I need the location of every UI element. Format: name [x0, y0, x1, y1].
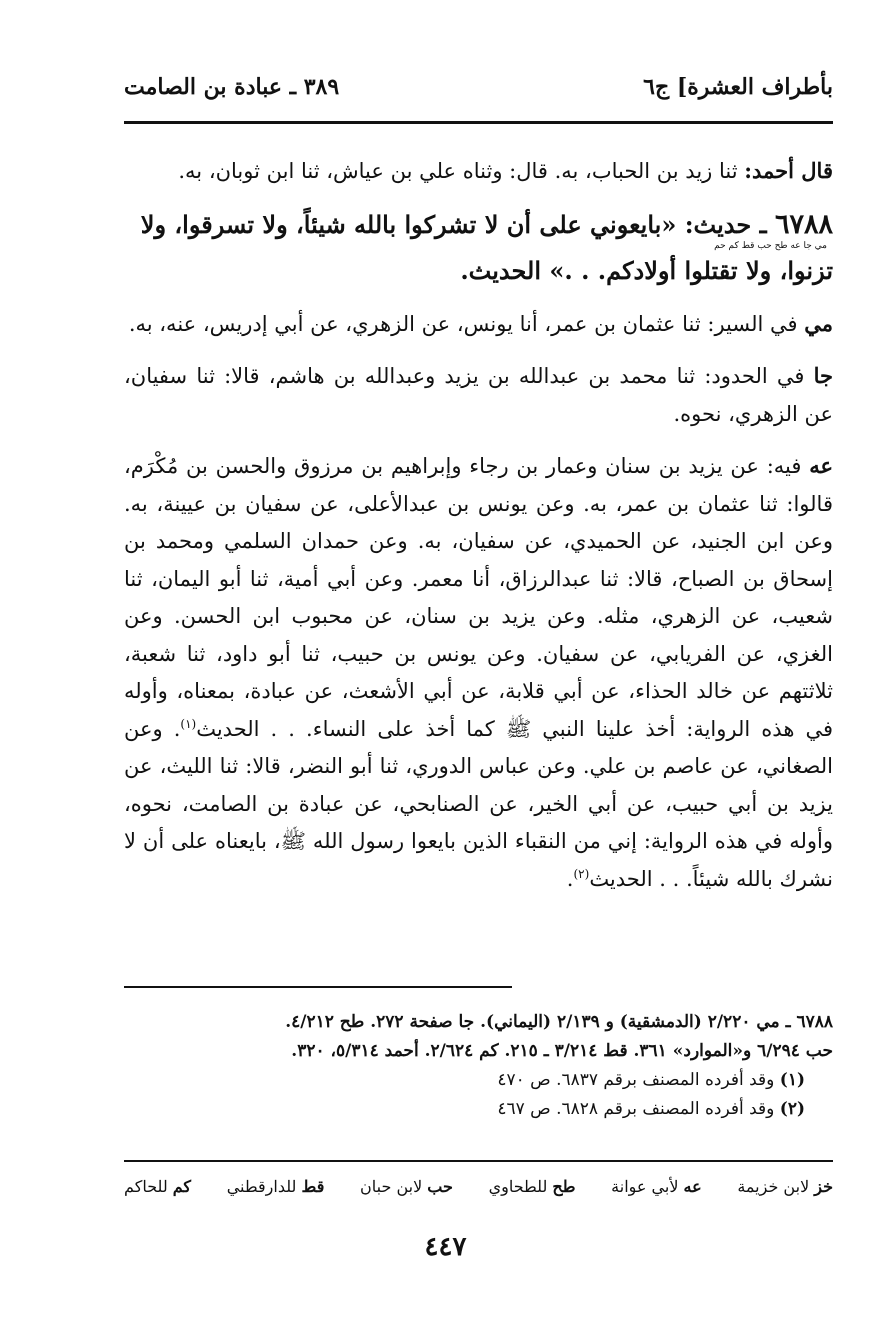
legend-name: للدارقطني [226, 1177, 297, 1196]
source-mi: مي [804, 310, 833, 336]
legend-item [737, 1177, 833, 1196]
paragraph-text: . وعن الصغاني، عن عاصم بن علي. وعن عباس الدوري، ثنا أبو النضر، قالا: ثنا الليث، عن يزيد بن أبي حبيب، عن أبي الخير، عن الصنابحي، عن عبادة بن الصامت، نحوه، وأوله في هذه الرواية: إني من النقباء الذين بايعوا رسول الله ﷺ، بايعناه على أن لا نشرك بالله شيئاً. . . الحديث [124, 716, 833, 891]
paragraph-text: في السير: ثنا عثمان بن عمر، أنا يونس، عن الزهري، عن أبي إدريس، عنه، به. [128, 311, 805, 336]
paragraph-ja [124, 357, 833, 433]
running-header [124, 70, 833, 104]
footnote-2 [124, 1095, 833, 1124]
legend-name: للحاكم [124, 1177, 168, 1196]
main-text [124, 152, 833, 912]
paragraph-text: في الحدود: ثنا محمد بن عبدالله بن يزيد وعبدالله بن هاشم، قالا: ثنا سفيان، عن الزهري، نحوه. [124, 364, 833, 426]
paragraph-text: فيه: عن يزيد بن سنان وعمار بن رجاء وإبراهيم بن مرزوق والحسن بن مُكْرَم، قالوا: ثنا عثمان بن عمر، به. وعن يونس بن عبدالأعلى، عن سفيان بن عيينة، به. وعن ابن الجنيد، عن الحميدي، عن سفيان، به. وعن حمدان السلمي ومحمد بن إسحاق بن الصباح، قالا: ثنا عبدالرزاق، أنا معمر. وعن أبي أمية، ثنا أبو اليمان، ثنا شعيب، عن الزهري، مثله. وعن يزيد بن سنان، عن محبوب ابن الحسن. وعن الغزي، عن الفريابي، عن سفيان. وعن يونس بن حبيب، ثنا أبو داود، ثنا شعبة، ثلاثتهم عن خالد الحذاء، عن أبي قلابة، عن أبي الأشعث، عن عبادة، بمعناه، وأوله في هذه الرواية: أخذ علينا النبي ﷺ كما أخذ على النساء. . . الحديث [124, 454, 833, 741]
legend-abbr: طح [552, 1177, 576, 1196]
hadith-head: ـ حديث: «بايعوني على أن لا تشركوا بالله شيئاً، ولا تسرقوا، ولا [140, 209, 775, 239]
legend-item [124, 1177, 191, 1196]
hadith-number: ٦٧٨٨ [774, 208, 833, 240]
legend-item [360, 1177, 453, 1196]
footnote-2-number: (٢) [779, 1099, 805, 1119]
paragraph-ah [124, 447, 833, 898]
refs-line-1: ٦٧٨٨ ـ مي ٢/٢٢٠ (الدمشقية) و ٢/١٣٩ (اليماني). جا صفحة ٢٧٢. طح ٤/٢١٢. [285, 1012, 833, 1032]
paragraph-mi [124, 305, 833, 344]
footnote-ref-1[interactable]: (١) [180, 716, 197, 731]
legend-name: لابن خزيمة [737, 1177, 810, 1196]
abbreviation-legend [124, 1177, 833, 1196]
paragraph-ahmad [124, 152, 833, 191]
footnote-ref-2[interactable]: (٢) [573, 866, 590, 881]
footnote-rule [124, 986, 512, 988]
section-title: ٣٨٩ ـ عبادة بن الصامت [124, 74, 340, 100]
hadith-tail: تزنوا، ولا تقتلوا أولادكم. . .» الحديث. [460, 255, 833, 285]
legend-abbr: حب [427, 1177, 453, 1196]
footnotes [124, 1008, 833, 1124]
legend-item [489, 1177, 576, 1196]
footnote-2-text: وقد أفرده المصنف برقم ٦٨٢٨. ص ٤٦٧ [497, 1099, 780, 1119]
legend-name: لابن حبان [360, 1177, 423, 1196]
legend-abbr: كم [172, 1177, 192, 1196]
paragraph-end: . [566, 866, 574, 891]
legend-rule [124, 1160, 833, 1162]
source-marks: مي جا عه طح حب قط كم حم [714, 240, 827, 251]
source-ahmad: قال أحمد: [744, 158, 833, 183]
page-number: ٤٤٧ [424, 1232, 467, 1262]
legend-abbr: عه [683, 1177, 702, 1196]
refs-line-2: حب ٦/٢٩٤ و«الموارد» ٣٦١. قط ٣/٢١٤ ـ ٢١٥. كم ٢/٦٢٤. أحمد ٥/٣١٤، ٣٢٠. [291, 1041, 833, 1061]
source-ja: جا [813, 363, 833, 388]
hadith-entry [124, 205, 833, 291]
legend-abbr: خز [814, 1177, 833, 1196]
paragraph-text: ثنا زيد بن الحباب، به. قال: وثناه علي بن عياش، ثنا ابن ثوبان، به. [178, 159, 745, 183]
legend-name: للطحاوي [488, 1177, 548, 1196]
source-ah: عه [809, 453, 833, 478]
book-title: بأطراف العشرة] ج٦ [643, 74, 833, 100]
footnote-1-number: (١) [779, 1070, 805, 1090]
legend-abbr: قط [301, 1177, 325, 1196]
footnote-1-text: وقد أفرده المصنف برقم ٦٨٣٧. ص ٤٧٠ [497, 1070, 780, 1090]
legend-item [611, 1177, 702, 1196]
legend-item [227, 1177, 325, 1196]
legend-name: لأبي عوانة [611, 1177, 679, 1196]
footnote-1 [124, 1066, 833, 1095]
header-rule [124, 121, 833, 124]
